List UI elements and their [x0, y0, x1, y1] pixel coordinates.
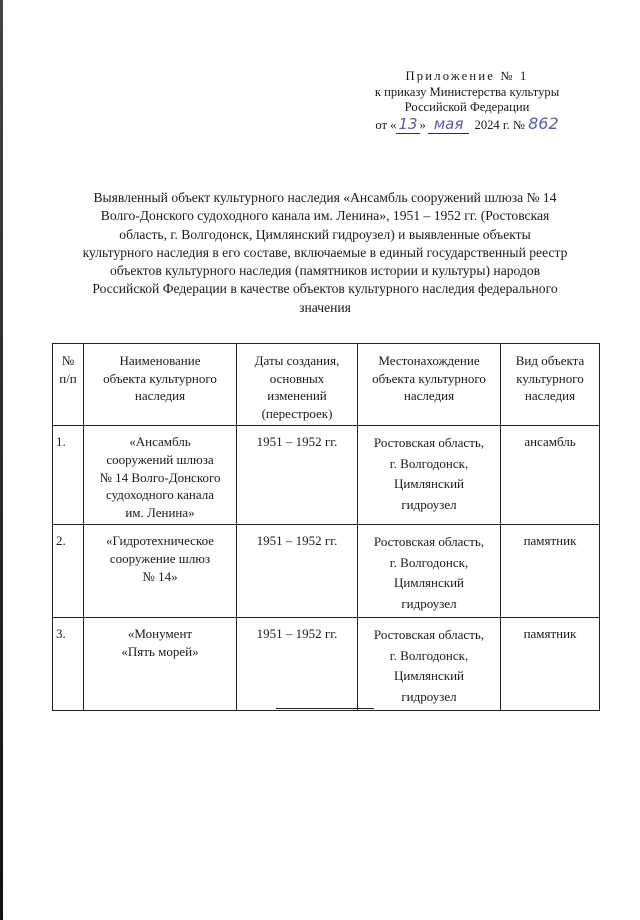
- object-dates: 1951 – 1952 гг.: [237, 525, 358, 618]
- location-line: Цимлянский: [394, 575, 464, 591]
- location-line: Цимлянский: [394, 668, 464, 684]
- location-line: г. Волгодонск,: [389, 455, 469, 471]
- object-location-cell: [358, 525, 501, 618]
- location-line: Ростовская область,: [373, 627, 485, 643]
- header-text: п/п: [59, 370, 77, 386]
- document-title: [50, 189, 600, 317]
- header-text: объекта культурного: [372, 370, 486, 386]
- location-line: Ростовская область,: [373, 435, 485, 451]
- location-line: Цимлянский: [394, 476, 464, 492]
- object-name-line: № 14»: [142, 568, 178, 584]
- order-date-line: [352, 113, 582, 134]
- row-number: 1.: [53, 426, 84, 525]
- object-name-line: «Монумент: [127, 626, 193, 642]
- header-dates: [237, 344, 358, 426]
- order-number-handwritten: 862: [528, 113, 559, 133]
- object-name-line: № 14 Волго-Донского: [99, 469, 221, 485]
- location-line: гидроузел: [401, 496, 457, 512]
- object-kind: памятник: [501, 618, 600, 711]
- object-name-line: «Ансамбль: [129, 434, 191, 450]
- object-dates: 1951 – 1952 гг.: [237, 426, 358, 525]
- row-number: 2.: [53, 525, 84, 618]
- object-name-cell: [84, 525, 237, 618]
- title-line: Волго-Донского судоходного канала им. Ленина», 1951 – 1952 гг. (Ростовская: [100, 208, 550, 224]
- header-text: Наименование: [119, 353, 201, 368]
- location-line: Ростовская область,: [373, 534, 485, 550]
- object-name-cell: [84, 618, 237, 711]
- object-name-cell: [84, 426, 237, 525]
- object-name-line: сооружение шлюз: [109, 550, 211, 566]
- order-day-close: »: [419, 117, 426, 132]
- title-line: культурного наследия в его составе, включаемые в единый государственный реестр: [82, 244, 568, 260]
- header-text: наследия: [524, 388, 576, 404]
- header-location: [358, 344, 501, 426]
- appendix-order-ref: к приказу Министерства культуры: [374, 84, 560, 99]
- closing-rule: [276, 708, 374, 709]
- header-text: Вид объекта: [515, 353, 585, 368]
- scan-edge-shadow: [0, 0, 3, 920]
- order-month-handwritten: мая: [428, 115, 470, 134]
- order-year: 2024 г. №: [474, 117, 525, 132]
- object-kind: ансамбль: [501, 426, 600, 525]
- title-line: объектов культурного наследия (памятников истории и культуры) народов: [109, 263, 541, 279]
- location-line: гидроузел: [401, 595, 457, 611]
- header-text: объекта культурного: [103, 370, 217, 386]
- appendix-header: [352, 69, 582, 133]
- object-name-line: судоходного канала: [105, 487, 215, 503]
- row-number: 3.: [53, 618, 84, 711]
- header-text: Даты создания,: [254, 353, 340, 368]
- header-text: изменений: [267, 388, 327, 404]
- title-line: значения: [299, 299, 351, 315]
- title-line: Российской Федерации в качестве объектов культурного наследия федерального: [92, 281, 558, 297]
- title-line: область, г. Волгодонск, Цимлянский гидроузел) и выявленные объекты: [119, 226, 531, 242]
- header-text: наследия: [403, 388, 455, 404]
- heritage-objects-table: [52, 343, 600, 711]
- header-text: наследия: [134, 388, 186, 404]
- header-text: №: [61, 353, 75, 368]
- table-header-row: [53, 344, 600, 426]
- table-row: [53, 426, 600, 525]
- header-text: (перестроек): [261, 405, 333, 421]
- appendix-title: Приложение № 1: [405, 69, 529, 83]
- table-row: [53, 618, 600, 711]
- location-line: г. Волгодонск,: [389, 554, 469, 570]
- object-name-line: «Гидротехническое: [105, 533, 215, 549]
- header-kind: [501, 344, 600, 426]
- location-line: г. Волгодонск,: [389, 647, 469, 663]
- object-name-line: «Пять морей»: [121, 643, 199, 659]
- object-dates: 1951 – 1952 гг.: [237, 618, 358, 711]
- header-number: [53, 344, 84, 426]
- object-location-cell: [358, 618, 501, 711]
- location-line: гидроузел: [401, 688, 457, 704]
- header-text: Местонахождение: [378, 353, 480, 368]
- order-day-handwritten: 13: [398, 114, 418, 133]
- object-location-cell: [358, 426, 501, 525]
- header-text: культурного: [516, 370, 584, 386]
- order-prefix: от «: [375, 117, 397, 132]
- object-name-line: сооружений шлюза: [106, 451, 214, 467]
- object-kind: памятник: [501, 525, 600, 618]
- title-line: Выявленный объект культурного наследия «Ансамбль сооружений шлюза № 14: [93, 190, 557, 205]
- object-name-line: им. Ленина»: [125, 504, 195, 520]
- table-row: [53, 525, 600, 618]
- header-text: основных: [269, 370, 325, 386]
- appendix-ministry: Российской Федерации: [404, 100, 530, 115]
- header-name: [84, 344, 237, 426]
